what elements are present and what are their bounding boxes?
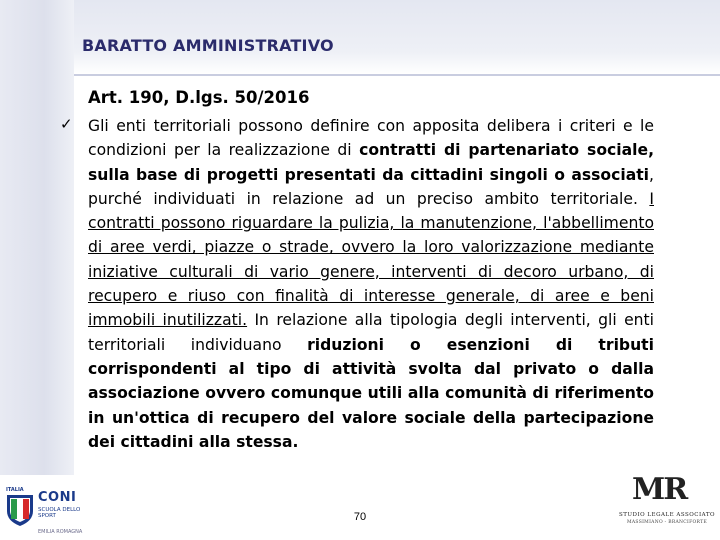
studio-caption: STUDIO LEGALE ASSOCIATO (618, 512, 715, 518)
article-reference: Art. 190, D.lgs. 50/2016 (88, 88, 310, 107)
studio-caption-sub: MASSIMIANO - BRANCIFORTE (626, 520, 708, 525)
studio-mark: MR (632, 472, 687, 507)
page-number: 70 (353, 511, 367, 523)
logo-region: EMILIA ROMAGNA (38, 529, 83, 535)
bold-segment: contratti di partenariato sociale, sulla base di progetti presentati da cittadini singoli o associati (88, 141, 655, 184)
coni-logo (6, 487, 88, 537)
underlined-segment: I contratti possono riguardare la pulizia, la manutenzione, l'abbellimento di aree verdi, piazze o strade, ovvero la loro valorizzazione mediante iniziative culturali di vario genere, interventi di decoro urbano, di recupero e riuso con finalità di interesse generale, di aree e beni immobili inutilizzati. (88, 189, 654, 330)
italia-shield-icon (6, 487, 34, 527)
check-icon: ✓ (60, 115, 73, 133)
body-paragraph (88, 114, 654, 454)
logo-subtitle: SCUOLA DELLO SPORT (38, 507, 81, 519)
text-segment: Gli enti territoriali possono definire con apposita delibera i criteri e le condizioni per la realizzazione di (88, 117, 654, 160)
bold-segment: riduzioni o esenzioni di tributi corrispondenti al tipo di attività svolta dal privato o dalla associazione ovvero comunque utili alla comunità di riferimento in un'ottica di recupero del valore sociale della partecipazione dei cittadini alla stessa. (88, 335, 654, 451)
studio-logo (618, 472, 716, 534)
header-divider (74, 74, 720, 76)
text-segment: In relazione alla tipologia degli interventi, gli enti territoriali individuano (88, 311, 654, 354)
logo-brand-text: CONI (38, 490, 77, 505)
text-segment: , purché individuati in relazione ad un preciso ambito territoriale. (88, 165, 654, 208)
logo-italia-text: ITALIA (6, 487, 24, 493)
page-title: BARATTO AMMINISTRATIVO (82, 36, 334, 55)
left-decorative-band (0, 0, 74, 475)
